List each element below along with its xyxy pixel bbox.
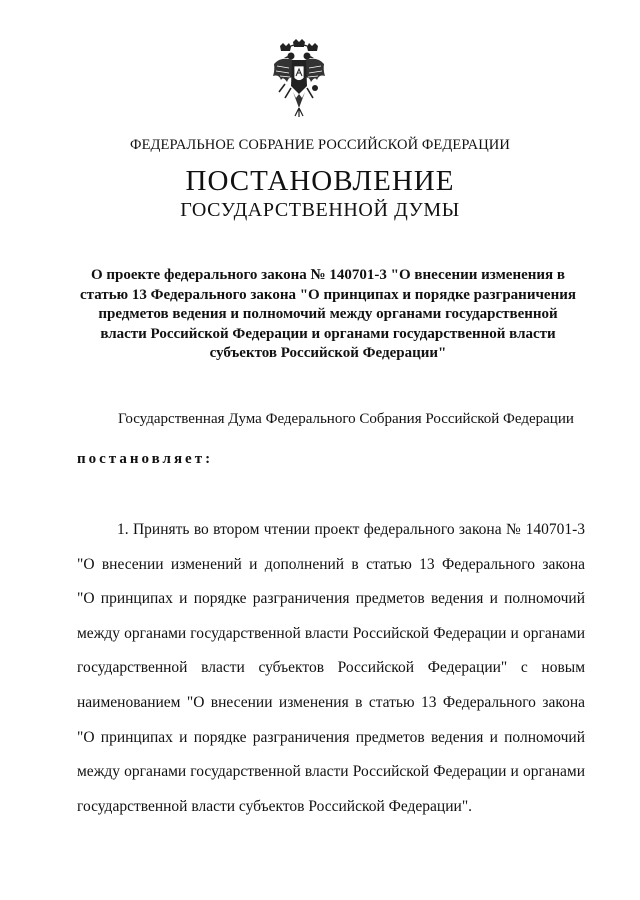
assembly-name: ФЕДЕРАЛЬНОЕ СОБРАНИЕ РОССИЙСКОЙ ФЕДЕРАЦИИ <box>130 137 510 153</box>
body-line: "О внесении изменений и дополнений в статью 13 Федерального закона <box>77 555 585 573</box>
heading-line: субъектов Российской Федерации" <box>209 345 447 361</box>
coat-of-arms-icon <box>271 38 327 118</box>
body-line: "О принципах и порядке разграничения предметов ведения и полномочий <box>77 728 585 746</box>
heading-line: статью 13 Федерального закона "О принципах и порядке разграничения <box>80 286 576 303</box>
heading-line: власти Российской Федерации и органами государственной власти <box>100 325 556 342</box>
heading-line: О проекте федерального закона № 140701-3 "О внесении изменения в <box>90 267 566 283</box>
body-line: между органами государственной власти Российской Федерации и органами <box>77 763 585 781</box>
body-line: между органами государственной власти Российской Федерации и органами <box>77 624 585 642</box>
resolves-word: постановляет: <box>77 451 214 467</box>
heading-line: предметов ведения и полномочий между органами государственной <box>98 306 558 322</box>
body-line: государственной власти субъектов Российской Федерации". <box>77 797 473 815</box>
issuer-subtitle: ГОСУДАРСТВЕННОЙ ДУМЫ <box>180 199 460 221</box>
resolution-heading <box>78 266 578 364</box>
body-line: 1. Принять во втором чтении проект федерального закона № 140701-3 <box>117 521 585 538</box>
preamble-text: Государственная Дума Федерального Собрания Российской Федерации <box>118 411 574 427</box>
body-line: государственной власти субъектов Российской Федерации" с новым <box>77 659 585 677</box>
document-type-title: ПОСТАНОВЛЕНИЕ <box>185 165 455 197</box>
body-line: "О принципах и порядке разграничения предметов ведения и полномочий <box>77 590 585 608</box>
body-line: наименованием "О внесении изменения в статью 13 Федерального закона <box>77 693 585 711</box>
resolution-paragraph-1 <box>77 520 585 831</box>
